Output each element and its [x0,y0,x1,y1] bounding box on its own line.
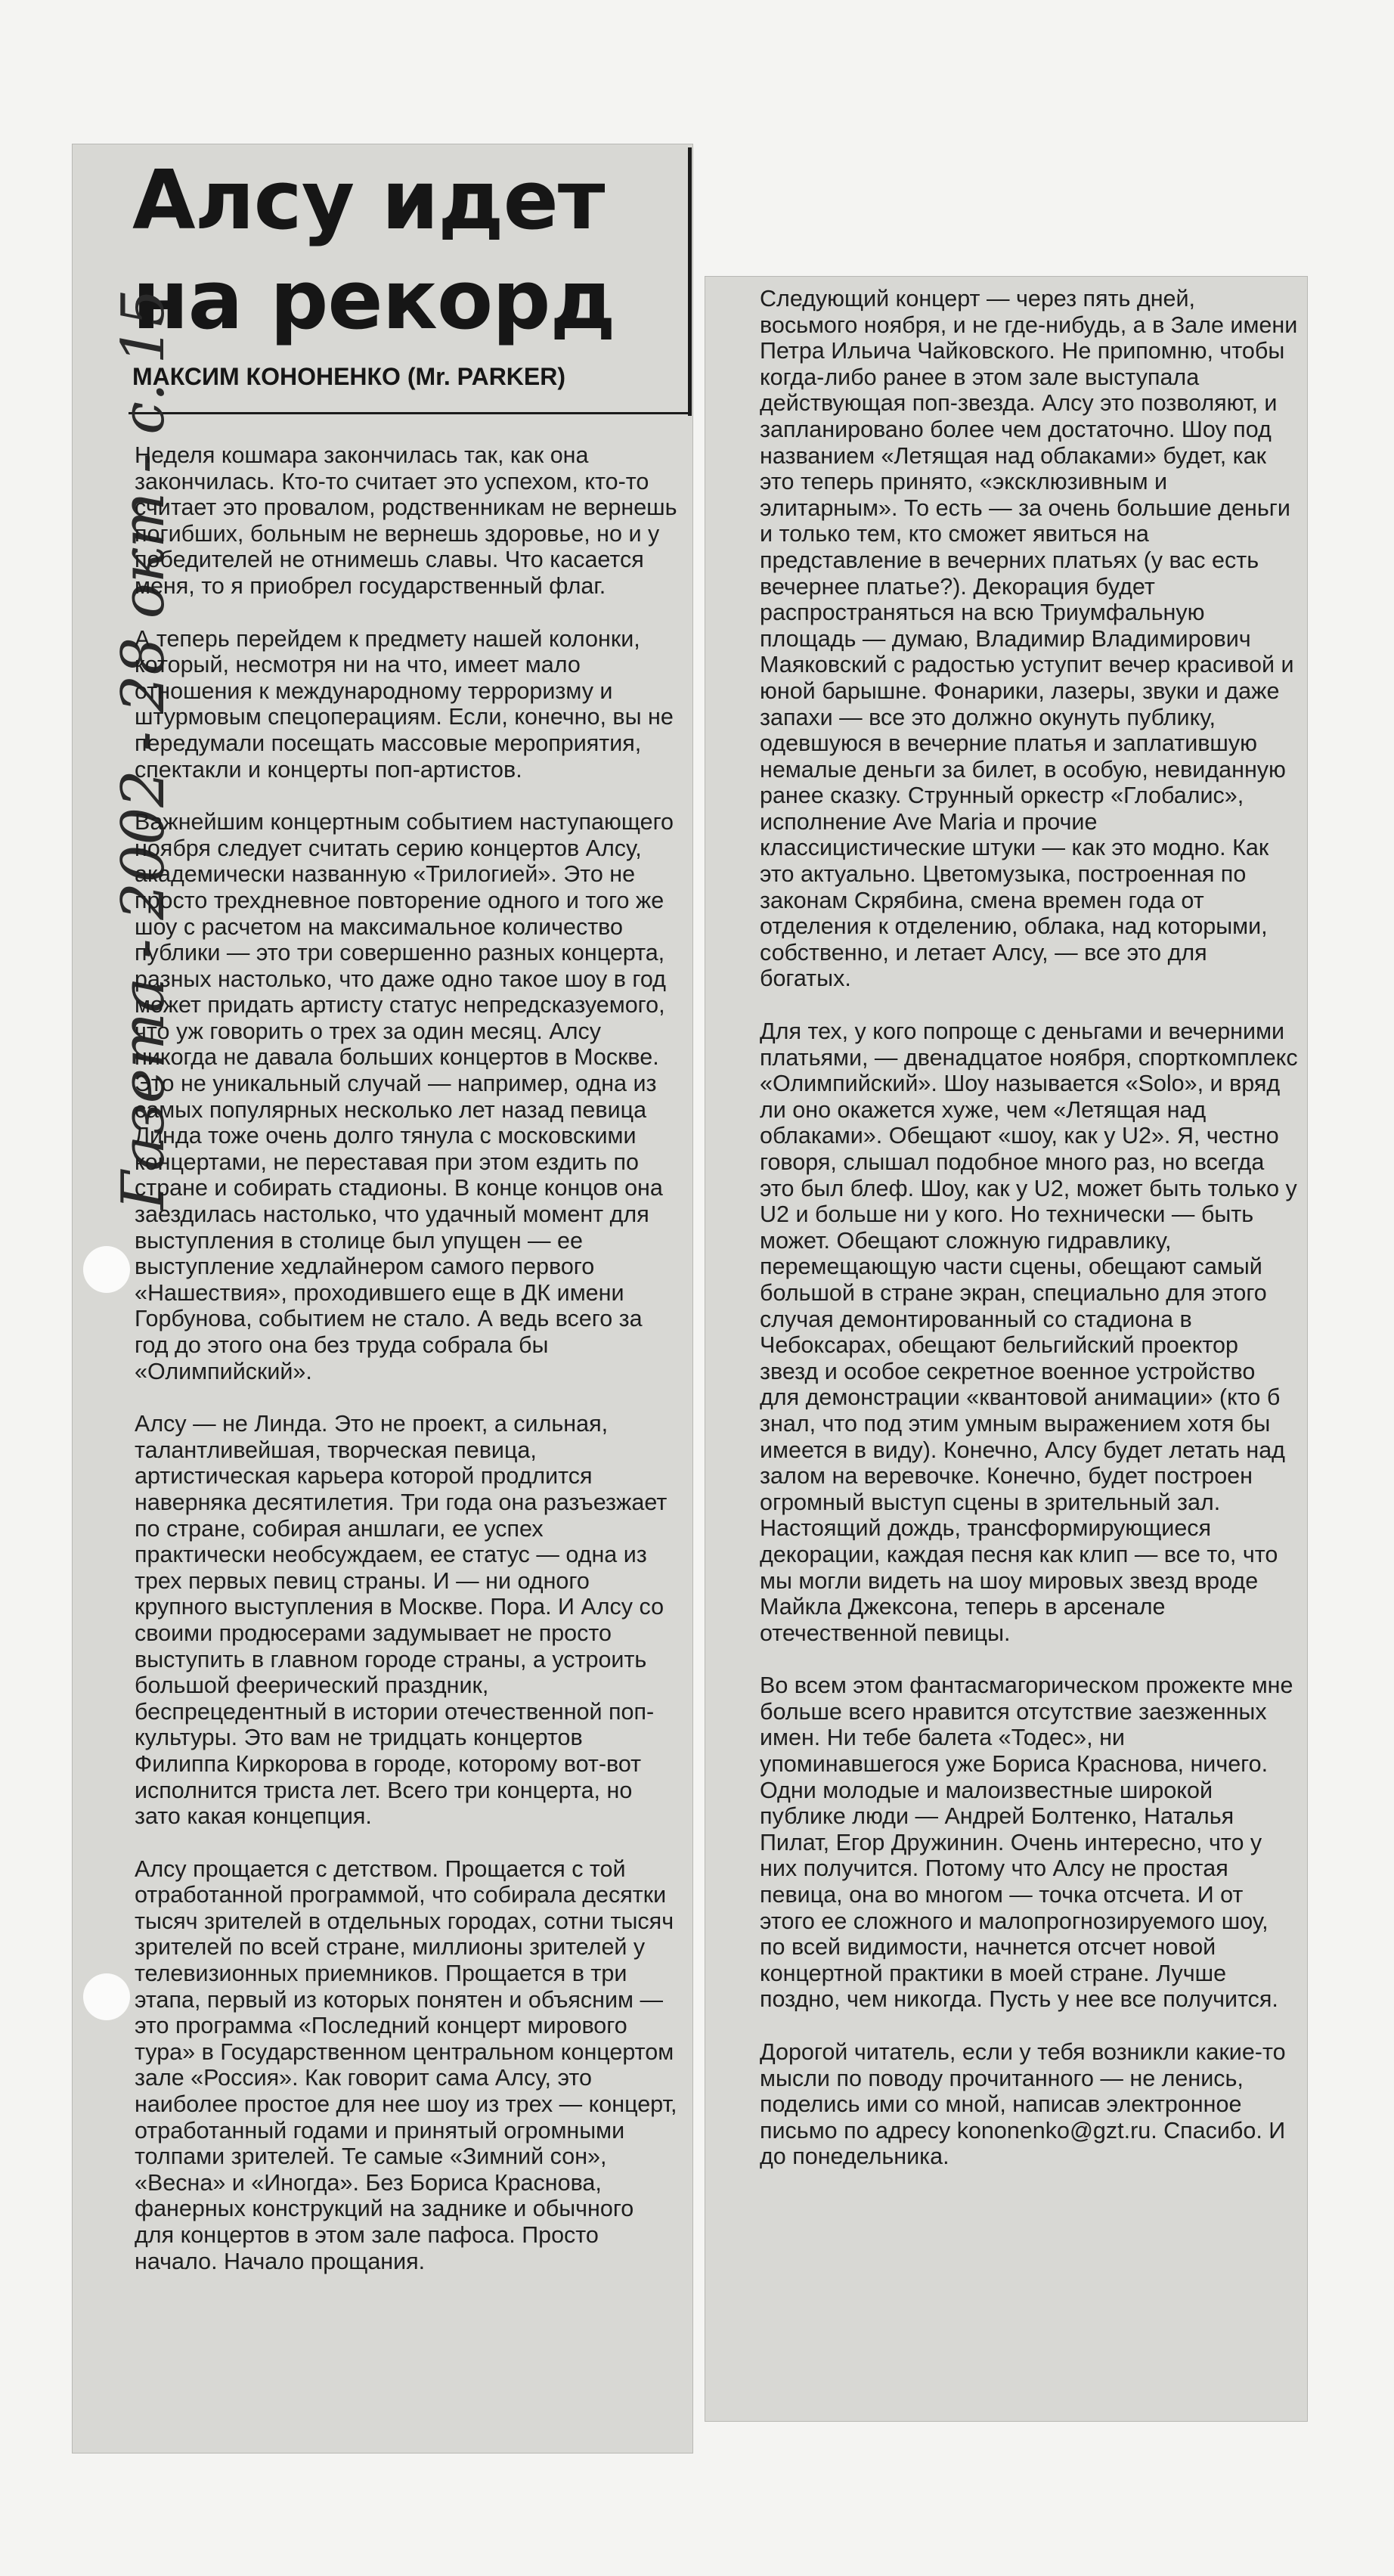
punch-hole-top [83,1246,130,1293]
paragraph: Во всем этом фантасмагорическом прожекте мне больше всего нравится отсутствие заезженных имен. Ни тебе балета «Тодес», ни упоминавшегося уже Бориса Краснова, ничего. Одни молодые и малоизвестные широкой публике люди — Андрей Болтенко, Наталья Пилат, Егор Дружинин. Очень интересно, что у них получится. Потому что Алсу не простая певица, она во многом — точка отсчета. И от этого ее сложного и малопрогнозируемого шоу, по всей видимости, начнется отсчет новой концертной практики в моей стране. Лучше поздно, чем никогда. Пусть у нее все получится. [760,1672,1293,2013]
paragraph: Алсу — не Линда. Это не проект, а сильная, талантливейшая, творческая певица, артистическая карьера которой продлится наверняка десятилетия. Три года она разъезжает по стране, собирая аншлаги, ее успех практически необсуждаем, ее статус — одна из трех первых певиц страны. И — ни одного крупного выступления в Москве. Пора. И Алсу со своими продюсерами задумывает не просто выступить в главном городе страны, а устроить большой феерический праздник, беспрецедентный в истории отечественной поп-культуры. Это вам не тридцать концертов Филиппа Киркорова в городе, которому вот-вот исполнится триста лет. Всего три концерта, но зато какая концепция. [135,1411,668,1830]
paragraph: А теперь перейдем к предмету нашей колонки, который, несмотря ни на что, имеет мало отношения к международному терроризму и штурмовым спецоперациям. Если, конечно, вы не передумали посещать массовые мероприятия, спектакли и концерты поп-артистов. [135,625,674,783]
right-column [760,286,1298,2196]
paragraph: Дорогой читатель, если у тебя возникли какие-то мысли по поводу прочитанного — не ленись, поделись ими со мной, написав электронное письмо по адресу kononenko@gzt.ru. Спасибо. И до понедельника. [760,2039,1286,2170]
header-rule-vertical [688,147,692,416]
header-rule-horizontal [129,412,692,414]
paragraph: Неделя кошмара закончилась так, как она закончилась. Кто-то считает это успехом, кто-то считает это провалом, родственникам не вернешь погибших, больным не вернешь здоровье, но и у победителей не отнимешь славы. Что касается меня, то я приобрел государственный флаг. [135,442,677,599]
paragraph: Алсу прощается с детством. Прощается с той отработанной программой, что собирала десятки тысяч зрителей в отдельных городах, сотни тысяч зрителей по всей стране, миллионы зрителей у телевизионных приемников. Прощается в три этапа, первый из которых понятен и объясним — это программа «Последний концерт мирового тура» в Государственном центральном концертом зале «Россия». Как говорит сама Алсу, это наиболее простое для нее шоу из трех — концерт, отработанный годами и принятый огромными толпами зрителей. Те самые «Зимний сон», «Весна» и «Иногда». Без Бориса Краснова, фанерных конструкций на заднике и обычного для концертов в этом зале пафоса. Просто начало. Начало прощания. [135,1855,677,2274]
byline: МАКСИМ КОНОНЕНКО (Mr. PARKER) [132,363,566,390]
paragraph: Следующий концерт — через пять дней, восьмого ноября, и не где-нибудь, а в Зале имени Петра Ильича Чайковского. Не припомню, чтобы когда-либо ранее в этом зале выступала действующая поп-звезда. Алсу это позволяют, и запланировано более чем достаточно. Шоу под названием «Летящая над облаками» будет, как это теперь принято, «эксклюзивным и элитарным». То есть — за очень большие деньги и только тем, кто сможет явиться на представление в вечерних платьях (у вас есть вечернее платье?). Декорация будет распространяться на всю Триумфальную площадь — думаю, Владимир Владимирович Маяковский с радостью уступит вечер красивой и юной барышне. Фонарики, лазеры, звуки и даже запахи — все это должно окунуть публику, одевшуюся в вечерние платья и заплатившую немалые деньги за билет, в особую, невиданную ранее сказку. Струнный оркестр «Глобалис», исполнение Ave Maria и прочие классицистические штуки — как это модно. Как это актуально. Цветомузыка, построенная по законам Скрябина, смена времен года от отделения к отделению, облака, над которыми, собственно, и летает Алсу, — все это для богатых. [760,286,1298,992]
punch-hole-bottom [83,1973,130,2020]
paragraph: Для тех, у кого попроще с деньгами и вечерними платьями, — двенадцатое ноября, спорткомплекс «Олимпийский». Шоу называется «Solo», и вряд ли оно окажется хуже, чем «Летящая над облаками». Обещают «шоу, как у U2». Я, честно говоря, слышал подобное много раз, но всегда это был блеф. Шоу, как у U2, может быть только у U2 и больше ни у кого. Но технически — быть может. Обещают сложную гидравлику, перемещающую части сцены, обещают самый большой в стране экран, специально для этого случая демонтированный со стадиона в Чебоксарах, обещают бельгийский проектор звезд и особое секретное военное устройство для демонстрации «квантовой анимации» (кто б знал, что под этим умным выражением хотя бы имеется в виду). Конечно, Алсу будет летать над залом на веревочке. Конечно, будет построен огромный выступ сцены в зрительный зал. Настоящий дождь, трансформирующиеся декорации, каждая песня как клип — все то, что мы могли видеть на шоу мировых звезд вроде Майкла Джексона, теперь в арсенале отечественной певицы. [760,1018,1298,1646]
headline: Алсу идет на рекорд [132,153,615,348]
paragraph: Важнейшим концертным событием наступающего ноября следует считать серию концертов Алсу, академически названную «Трилогией». Это не просто трехдневное повторение одного и того же шоу с расчетом на максимальное количество публики — это три совершенно разных концерта, разных настолько, что даже одно такое шоу в год может придать артисту статус непредсказуемого, что уж говорить о трех за один месяц. Алсу никогда не давала больших концертов в Москве. Это не уникальный случай — например, одна из самых популярных несколько лет назад певица Линда тоже очень долго тянула с московскими концертами, не переставая при этом ездить по стране и собирать стадионы. В конце концов она заездилась настолько, что удачный момент для выступления в столице был упущен — ее выступление хедлайнером самого первого «Нашествия», проходившего еще в ДК имени Горбунова, событием не стало. А ведь всего за год до этого она без труда собрала бы «Олимпийский». [135,809,674,1384]
left-column [135,442,679,2301]
